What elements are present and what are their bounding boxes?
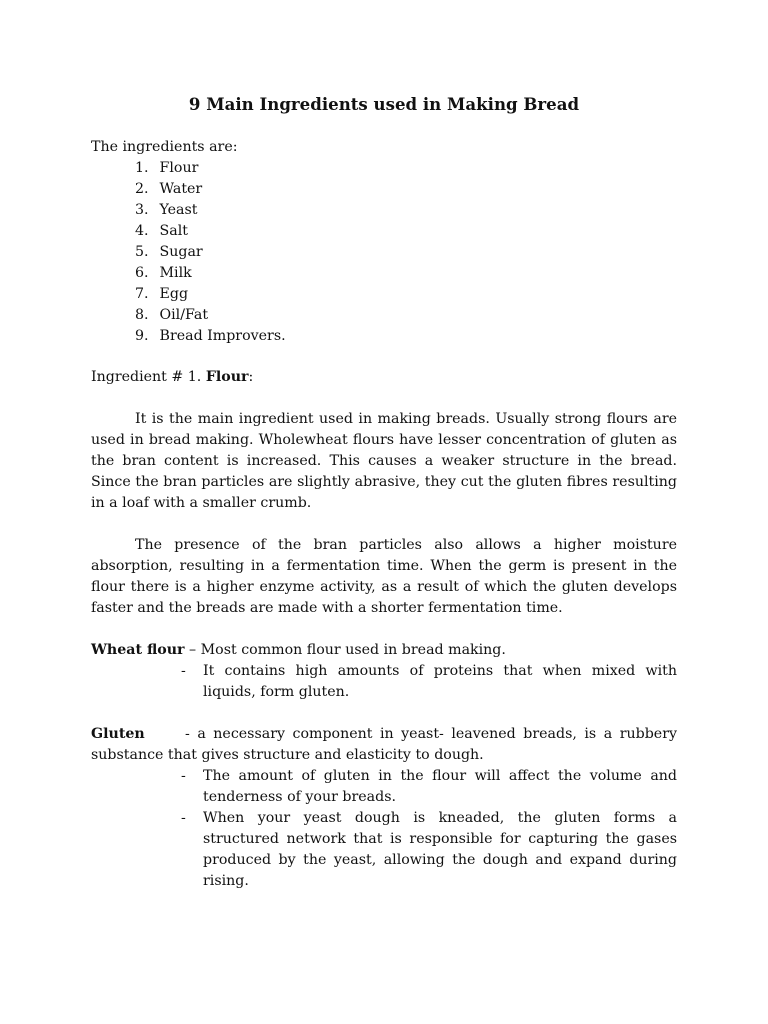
- bullet-item: [181, 808, 677, 892]
- gluten-term: Gluten: [91, 726, 145, 742]
- list-item-label: Egg: [159, 286, 189, 302]
- list-item-label: Salt: [159, 223, 188, 239]
- paragraph-bran: [91, 535, 677, 619]
- bullet-dash: -: [181, 768, 186, 784]
- list-item-number: 8.: [135, 307, 149, 323]
- list-item: [135, 158, 286, 179]
- bullet-dash: -: [181, 663, 186, 679]
- gluten-definition: [91, 724, 677, 766]
- wheat-flour-definition: [91, 640, 506, 661]
- list-item-number: 1.: [135, 160, 149, 176]
- list-item-label: Bread Improvers.: [159, 328, 286, 344]
- list-item-number: 2.: [135, 181, 149, 197]
- list-item-label: Oil/Fat: [159, 307, 209, 323]
- section-heading-prefix: Ingredient # 1.: [91, 369, 206, 385]
- wheat-flour-text: – Most common flour used in bread making.: [184, 642, 506, 658]
- ingredients-list: [135, 158, 286, 347]
- list-item: [135, 305, 286, 326]
- section-heading-name: Flour: [205, 369, 249, 385]
- bullet-text: When your yeast dough is kneaded, the gluten forms a structured network that is responsible for capturing the gases produced by the yeast, allowing the dough and expand during rising.: [203, 810, 677, 889]
- section-heading-suffix: :: [248, 369, 254, 385]
- list-item: [135, 284, 286, 305]
- bullet-dash: -: [181, 810, 186, 826]
- list-item-number: 5.: [135, 244, 149, 260]
- list-item-label: Water: [159, 181, 203, 197]
- section-heading-flour: [91, 367, 253, 388]
- wheat-flour-term: Wheat flour: [91, 642, 185, 658]
- ingredients-intro: The ingredients are:: [91, 139, 238, 155]
- bullet-text: It contains high amounts of proteins that when mixed with liquids, form gluten.: [203, 663, 677, 700]
- gluten-text: - a necessary component in yeast- leavened breads, is a rubbery substance that gives structure and elasticity to dough.: [91, 726, 677, 763]
- paragraph-text: The presence of the bran particles also allows a higher moisture absorption, resulting in a fermentation time. When the germ is present in the flour there is a higher enzyme activity, as a result of which the gluten develops faster and the breads are made with a shorter fermentation time.: [91, 537, 677, 616]
- list-item: [135, 179, 286, 200]
- list-item-number: 6.: [135, 265, 149, 281]
- list-item-label: Sugar: [159, 244, 203, 260]
- list-item-number: 4.: [135, 223, 149, 239]
- bullet-item: [181, 766, 677, 808]
- list-item-label: Yeast: [159, 202, 198, 218]
- list-item: [135, 326, 286, 347]
- document-title: 9 Main Ingredients used in Making Bread: [188, 94, 580, 114]
- bullet-text: The amount of gluten in the flour will affect the volume and tenderness of your breads.: [203, 768, 677, 805]
- list-item-number: 9.: [135, 328, 149, 344]
- list-item: [135, 242, 286, 263]
- list-item-number: 3.: [135, 202, 149, 218]
- paragraph-text: It is the main ingredient used in making breads. Usually strong flours are used in bread making. Wholewheat flours have lesser concentration of gluten as the bran content is increased. This causes a weaker structure in the bread. Since the bran particles are slightly abrasive, they cut the gluten fibres resulting in a loaf with a smaller crumb.: [91, 411, 677, 511]
- list-item-number: 7.: [135, 286, 149, 302]
- list-item-label: Milk: [159, 265, 192, 281]
- paragraph-flour-main: [91, 409, 677, 514]
- list-item: [135, 200, 286, 221]
- list-item-label: Flour: [159, 160, 199, 176]
- list-item: [135, 221, 286, 242]
- list-item: [135, 263, 286, 284]
- bullet-item: [181, 661, 677, 703]
